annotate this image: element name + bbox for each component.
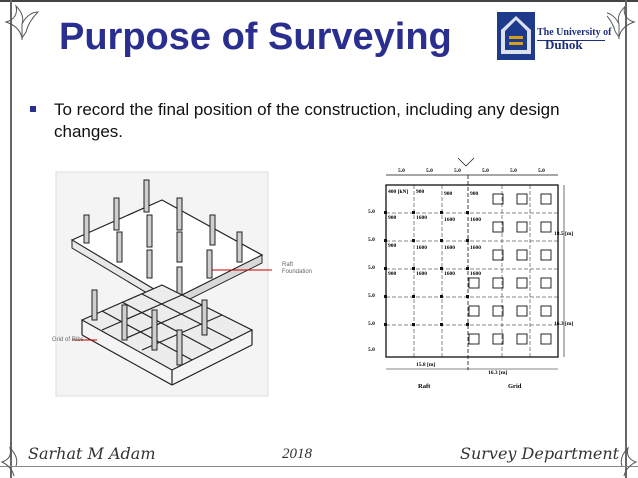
top-dim-2: 5.0 [426, 168, 433, 174]
right-dim-bottom: 16.3 [m] [554, 321, 574, 327]
grid-opening [541, 278, 551, 288]
left-dim-5: 5.0 [368, 321, 375, 327]
grid-opening [469, 278, 479, 288]
grid-opening [541, 334, 551, 344]
lily-ornament-bottom-left-icon [0, 440, 30, 478]
grid-opening [493, 222, 503, 232]
footer-department: Survey Department [460, 444, 620, 463]
grid-opening [517, 306, 527, 316]
footer-year: 2018 [282, 446, 312, 462]
grid-opening [493, 194, 503, 204]
right-border [625, 0, 627, 478]
university-name-line1: The University of [537, 27, 612, 38]
grid-opening [469, 334, 479, 344]
caption-raft: Raft [418, 383, 431, 390]
left-dim-3: 5.0 [368, 265, 375, 271]
bullet-text: To record the final position of the construction, including any design changes. [54, 100, 560, 141]
load-r4c3: 1600 [444, 271, 455, 277]
label-raft-foundation [282, 262, 312, 276]
bullet-square-icon [30, 106, 36, 112]
label-raft: Raft [282, 262, 294, 268]
left-dim-4: 5.0 [368, 293, 375, 299]
grid-opening [517, 222, 527, 232]
grid-opening [517, 334, 527, 344]
load-r1c2: 900 [416, 189, 425, 195]
grid-opening [541, 194, 551, 204]
grid-opening [517, 194, 527, 204]
load-r1c3: 900 [444, 191, 453, 197]
top-border [0, 0, 638, 2]
load-r1c1: 400 [kN] [388, 189, 409, 195]
top-dim-4: 5.0 [482, 168, 489, 174]
load-r3c3: 1600 [444, 245, 455, 251]
left-border [10, 0, 12, 478]
load-r2c4: 1600 [470, 217, 481, 223]
grid-opening [517, 250, 527, 260]
bottom-dim-left: 15.8 [m] [416, 362, 436, 368]
grid-opening [493, 306, 503, 316]
lily-ornament-top-left-icon [2, 2, 42, 42]
grid-opening [541, 250, 551, 260]
grid-opening [493, 278, 503, 288]
load-r3c2: 1600 [416, 245, 427, 251]
grid-opening [541, 222, 551, 232]
left-dim-2: 5.0 [368, 237, 375, 243]
load-r4c4: 1600 [470, 271, 481, 277]
load-r4c1: 900 [388, 271, 397, 277]
raft-grid-plan-drawing [358, 155, 578, 395]
footer-author: Sarhat M Adam [28, 444, 156, 463]
left-dim-1: 5.0 [368, 209, 375, 215]
load-r3c1: 900 [388, 243, 397, 249]
top-dim-1: 5.0 [398, 168, 405, 174]
caption-grid: Grid [508, 383, 522, 390]
grid-opening [493, 250, 503, 260]
load-r3c4: 1600 [470, 245, 481, 251]
grid-opening [493, 334, 503, 344]
grid-opening [541, 306, 551, 316]
load-r4c2: 1600 [416, 271, 427, 277]
grid-opening [469, 306, 479, 316]
bottom-border [0, 466, 638, 467]
top-dim-6: 5.0 [538, 168, 545, 174]
slide-title: Purpose of Surveying [59, 16, 452, 58]
label-foundation: Foundation [282, 269, 313, 275]
top-dim-5: 5.0 [510, 168, 517, 174]
load-r2c3: 1600 [444, 217, 455, 223]
label-grid-of-ribs: Grid of Ribs [52, 337, 84, 343]
grid-opening [517, 278, 527, 288]
top-dim-3: 5.0 [454, 168, 461, 174]
load-r2c2: 1600 [416, 215, 427, 221]
load-r1c4: 900 [470, 191, 479, 197]
load-r2c1: 900 [388, 215, 397, 221]
left-dim-6: 5.0 [368, 347, 375, 353]
bottom-dim-right: 16.3 [m] [488, 370, 508, 376]
university-name-line2: Duhok [545, 37, 583, 52]
right-dim-top: 18.5 [m] [554, 231, 574, 237]
raft-foundation-illustration [52, 170, 272, 400]
